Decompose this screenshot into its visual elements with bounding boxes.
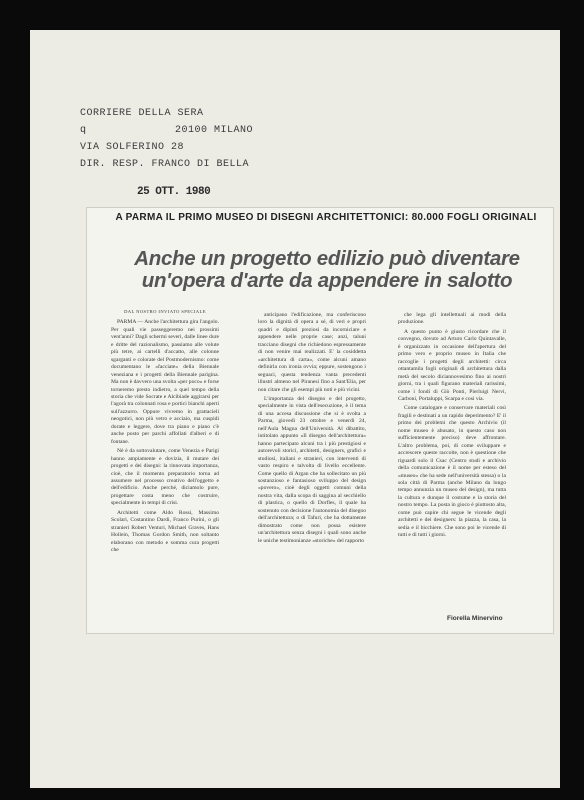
stamp-line-2 — [80, 125, 254, 136]
column-3-paragraph: che lega gli intellettuali ai modi della produzione. — [398, 312, 506, 326]
article-signature: Fiorella Minervino — [447, 615, 503, 622]
column-1-paragraph: Né è da sottovalutare, come Venezia e Parigi hanno ampiamente e dovizia, il mutare dei progetti e dei disegni: la rinnovata importanza, cioè, che il momento preparatorio torna ad assumere nel processo creativo dell'oggetto e dell'edificio. Anche perché, diciamolo pure, progettare costa meno che costruire, specialmente in tempi di crisi. — [111, 448, 219, 507]
column-1-paragraph: PARMA — Anche l'architettura gira l'angolo. Per quali vie passeggeremo nei prossimi vent'anni? Dagli schermi severi, dalle linee dure e dritte del razionalismo, passiamo alle volute più tetre, ai cartelli d'accatto, alle colonne sgarganti e colorate del Postmodernismo: come documentano le «facciate» della Biennale veneziana e i progetti della Biennale parigina. Ma non è davvero una svolta «per poco» e forse torneremo presto indietro, a quel tempo della storia che vide Socrate e Alcibiade aggirarsi per l'agorà tra colonnati rosa e portici bianchi aperti sull'azzurro. Oppure vivremo in grattacieli neogotici, non più vetro e acciaio, ma cuspidi dorate e leggere, dove tra piano e piano c'è anche posto per parchi affollati d'alberi e di fontane. — [111, 319, 219, 445]
stamp-letter: q — [80, 125, 87, 136]
article-headline: Anche un progetto edilizio può diventare un'opera d'arte da appendere in salotto — [134, 247, 520, 292]
article-column-2 — [258, 312, 366, 547]
article-byline: DAL NOSTRO INVIATO SPECIALE — [124, 309, 206, 314]
stamp-address: VIA SOLFERINO 28 — [80, 142, 185, 153]
stamp-postcode-city: 20100 MILANO — [175, 125, 254, 136]
stamp-newspaper-name: CORRIERE DELLA SERA — [80, 108, 204, 119]
column-3-paragraph: Come catalogare e conservare materiali così fragili e destinati a un rapido deperimento? E' il primo dei problemi che questo Archivio (il nome museo è abusato, in questo caso non sufficientemente preciso) deve affrontare. L'altro problema, poi, di come sviluppare e accrescere queste raccolte, non è questione che riguardi solo il Csac (Centro studi e archivio della comunicazione è il nome per esteso del «museo» che ha sede nell'università stessa) o la sola città di Parma (anche Milano da lungo tempo annunzia un museo del design), ma tutta la cultura e dunque il costume e la storia del nostro tempo. La posta in gioco è piuttosto alta, come può capire chi segue le vicende degli architetti e dei designers: la piazza, la casa, la sedia e il bicchiere. Che sono poi le vicende di tutti e di tutti i giorni. — [398, 405, 506, 539]
column-1-paragraph: Architetti come Aldo Rossi, Massimo Scolari, Costantino Dardi, Franco Purini, o gli stranieri Robert Venturi, Michael Graves, Hans Hollein, Thomas Gordon Smith, non soltanto elaborano con metodo e somma cura progetti che — [111, 509, 219, 554]
column-3-paragraph: A questo punto è giusto ricordare che il convegno, dovuto ad Arturo Carlo Quintavalle, è organizzato in occasione dell'apertura del primo vero e proprio museo in Italia che raccoglie i progetti degli architetti: circa ottantamila fogli originali di architettura dalla metà del secolo diciannovesimo fino ai nostri giorni, tra i quali figurano materiali rarissimi, come i fondi di Giò Ponti, Pierluigi Nervi, Carboni, Portaluppi, Scarpa e cosi via. — [398, 328, 506, 402]
column-2-paragraph: anticipano l'edificazione, ma conferiscono loro la dignità di opera a sé, di veri e propri quadri e dipinti preziosi da incorniciare e appendere nelle proprie case; anzi, taluni tracciano disegni che richiedono espressamente di non venire mai realizzati. E' la cosiddetta «architettura di carta», come alcuni amano definirla con ironia ovvia; eppure, sostengono i seguaci, questa tendenza vanta precedenti illustri almeno nel Piranesi fino a Sant'Elia, per non citare che gli esempi più noti e più vicini. — [258, 312, 366, 393]
clipping-date: 25 OTT. 1980 — [137, 186, 211, 198]
article-column-3 — [398, 312, 506, 542]
newspaper-clipping — [86, 207, 554, 634]
newspaper-stamp — [80, 108, 204, 119]
article-column-1 — [111, 308, 219, 557]
column-2-paragraph: L'importanza del disegno e del progetto, specialmente in vista dell'esecuzione, è il tema di una accesa discussione che si è svolta a Parma, giovedì 23 ottobre e venerdì 24, nell'Aula Magna dell'Università. Al dibattito, intitolato appunto «Il disegno dell'architettura» hanno partecipato alcuni tra i più prestigiosi e autorevoli storici, architetti, designers, grafici e studiosi, italiani e stranieri, con interventi di vasto respiro e talvolta di livello eccellente. Come quello di Argan che ha sollecitato un più sostanzioso e fantasioso sviluppo del design «povero», cioè degli oggetti comuni della nostra vita, dalla scopa di saggina al secchiello di plastica, o quello di Dorfles, il quale ha sostenuto con decisione l'autonomia del disegno dell'architettura; o di Tafuri, che ha dottamente dimostrato come non possa esistere un'architettura senza disegni i quali sono anche le uniche testimonianze «storiche» del rapporto — [258, 395, 366, 544]
stamp-director: DIR. RESP. FRANCO DI BELLA — [80, 159, 250, 170]
article-kicker: A PARMA IL PRIMO MUSEO DI DISEGNI ARCHITETTONICI: 80.000 FOGLI ORIGINALI — [115, 212, 537, 223]
